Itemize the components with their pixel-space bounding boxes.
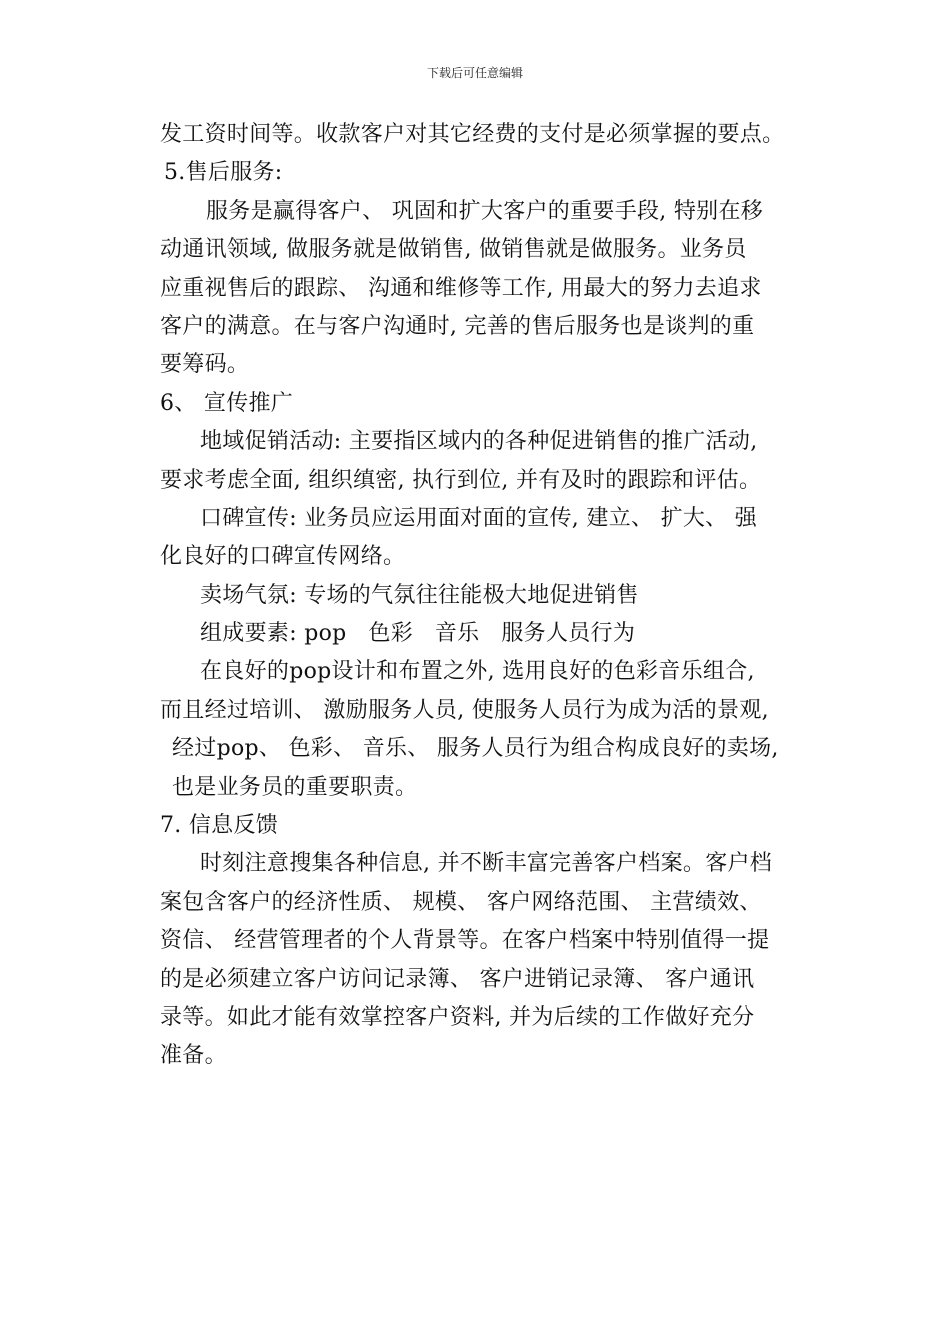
text-line: 7. 信息反馈	[160, 813, 279, 839]
text-line: 化良好的口碑宣传网络。	[160, 544, 406, 570]
text-line: 6、 宣传推广	[160, 390, 294, 416]
text-line: 要筹码。	[160, 352, 250, 378]
text-line: 客户的满意。在与客户沟通时, 完善的售后服务也是谈判的重	[160, 313, 755, 339]
text-line: 的是必须建立客户访问记录簿、 客户进销记录簿、 客户通讯	[160, 966, 755, 992]
text-line: 卖场气氛: 专场的气氛往往能极大地促进销售	[200, 582, 639, 608]
document-body	[160, 116, 820, 1076]
text-line: 也是业务员的重要职责。	[172, 774, 418, 800]
text-line: 在良好的pop设计和布置之外, 选用良好的色彩音乐组合,	[200, 659, 755, 685]
text-line: 应重视售后的跟踪、 沟通和维修等工作, 用最大的努力去追求	[160, 275, 762, 301]
text-line: 5.售后服务:	[164, 160, 283, 186]
text-line: 准备。	[160, 1043, 227, 1069]
text-line: 案包含客户的经济性质、 规模、 客户网络范围、 主营绩效、	[160, 889, 762, 915]
text-line: 经过pop、 色彩、 音乐、 服务人员行为组合构成良好的卖场,	[172, 736, 779, 762]
page-header: 下载后可任意编辑	[426, 66, 523, 80]
text-line: 组成要素: pop 色彩 音乐 服务人员行为	[200, 621, 636, 647]
text-line: 时刻注意搜集各种信息, 并不断丰富完善客户档案。客户档	[200, 851, 773, 877]
text-line: 而且经过培训、 激励服务人员, 使服务人员行为成为活的景观,	[160, 697, 769, 723]
text-line: 要求考虑全面, 组织缜密, 执行到位, 并有及时的跟踪和评估。	[160, 467, 762, 493]
text-line: 动通讯领域, 做服务就是做销售, 做销售就是做服务。业务员	[160, 237, 747, 263]
text-line: 口碑宣传: 业务员应运用面对面的宣传, 建立、 扩大、 强	[200, 505, 758, 531]
text-line: 录等。如此才能有效掌控客户资料, 并为后续的工作做好充分	[160, 1004, 755, 1030]
text-line: 服务是赢得客户、 巩固和扩大客户的重要手段, 特别在移	[206, 198, 764, 224]
text-line: 地域促销活动: 主要指区域内的各种促进销售的推广活动,	[200, 429, 758, 455]
text-line: 发工资时间等。收款客户对其它经费的支付是必须掌握的要点。	[160, 122, 785, 147]
text-line: 资信、 经营管理者的个人背景等。在客户档案中特别值得一提	[160, 928, 770, 954]
